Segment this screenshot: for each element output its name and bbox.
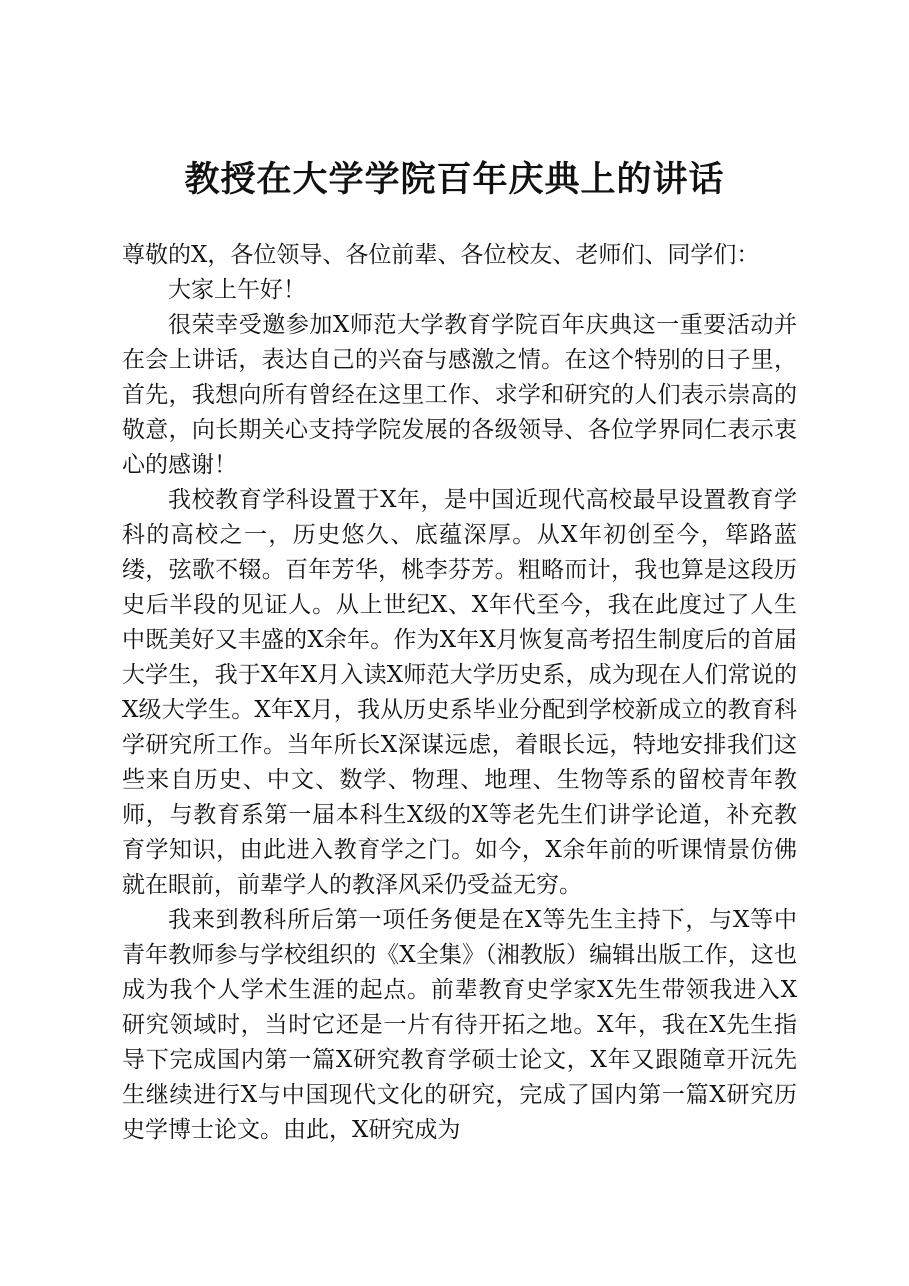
document-title: 教授在大学学院百年庆典上的讲话	[184, 159, 725, 200]
paragraph-research: 我来到教科所后第一项任务便是在X等先生主持下，与X等中青年教师参与学校组织的《X全集》（湘教版）编辑出版工作，这也成为我个人学术生涯的起点。前辈教育史学家X先生带领我进入X研究领域时，当时它还是一片有待开拓之地。X年，我在X先生指导下完成国内第一篇X研究教育学硕士论文，X年又跟随章开沅先生继续进行X与中国现代文化的研究，完成了国内第一篇X研究历史学博士论文。由此，X研究成为	[122, 907, 797, 1143]
paragraph-honor: 很荣幸受邀参加X师范大学教育学院百年庆典这一重要活动并在会上讲话，表达自己的兴奋与感激之情。在这个特别的日子里，首先，我想向所有曾经在这里工作、求学和研究的人们表示崇高的敬意，向长期关心支持学院发展的各级领导、各位学界同仁表示衷心的感谢！	[122, 312, 797, 478]
salutation: 尊敬的X，各位领导、各位前辈、各位校友、老师们、同学们：	[122, 242, 760, 268]
speech-body	[122, 238, 797, 1148]
paragraph-greeting: 大家上午好！	[168, 277, 306, 303]
paragraph-history: 我校教育学科设置于X年，是中国近现代高校最早设置教育学科的高校之一，历史悠久、底蕴深厚。从X年初创至今，筚路蓝缕，弦歌不辍。百年芳华，桃李芬芳。粗略而计，我也算是这段历史后半段的见证人。从上世纪X、X年代至今，我在此度过了人生中既美好又丰盛的X余年。作为X年X月恢复高考招生制度后的首届大学生，我于X年X月入读X师范大学历史系，成为现在人们常说的X级大学生。X年X月，我从历史系毕业分配到学校新成立的教育科学研究所工作。当年所长X深谋远虑，着眼长远，特地安排我们这些来自历史、中文、数学、物理、地理、生物等系的留校青年教师，与教育系第一届本科生X级的X等老先生们讲学论道，补充教育学知识，由此进入教育学之门。如今，X余年前的听课情景仿佛就在眼前，前辈学人的教泽风采仍受益无穷。	[122, 487, 797, 898]
